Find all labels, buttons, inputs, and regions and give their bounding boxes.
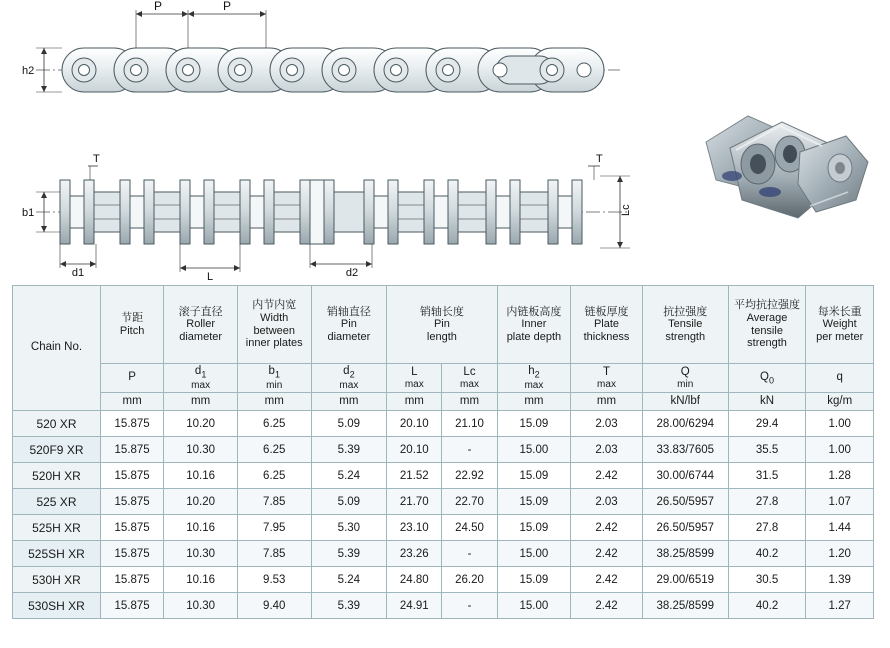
cell-Q0: 27.8 — [728, 489, 806, 515]
symbol-P — [100, 364, 163, 393]
cell-d1: 10.30 — [164, 541, 238, 567]
table-row — [13, 515, 874, 541]
header-ipd-en2: plate depth — [506, 330, 562, 343]
symbol-b1-sub: 1 — [274, 369, 280, 380]
symbol-h2-text: h — [528, 365, 535, 377]
symbol-d1-note: max — [191, 379, 211, 391]
cell-h2: 15.00 — [497, 593, 571, 619]
cell-Lc: - — [442, 593, 497, 619]
cell-q: 1.27 — [806, 593, 874, 619]
cell-d2: 5.24 — [311, 567, 387, 593]
cell-d1: 10.20 — [164, 411, 238, 437]
cell-Q0: 29.4 — [728, 411, 806, 437]
header-ats-cn: 平均抗拉强度 — [734, 299, 801, 312]
cell-d1: 10.16 — [164, 515, 238, 541]
header-width-cn: 内节内宽 — [252, 299, 297, 312]
unit-Q0: kN — [728, 393, 806, 411]
cell-L: 20.10 — [387, 411, 442, 437]
symbol-L-text: L — [411, 365, 418, 378]
cell-Q: 26.50/5957 — [642, 489, 728, 515]
header-roller-diameter — [164, 286, 238, 364]
symbol-T-text: T — [602, 365, 611, 378]
cell-d1: 10.16 — [164, 567, 238, 593]
cell-h2: 15.00 — [497, 437, 571, 463]
label-T-right: T — [596, 153, 603, 165]
label-d1: d1 — [71, 267, 85, 279]
symbol-Q0-text: Q — [760, 370, 769, 383]
cell-Q: 38.25/8599 — [642, 593, 728, 619]
cell-Lc: - — [442, 437, 497, 463]
cell-Q: 28.00/6294 — [642, 411, 728, 437]
cell-b1: 9.40 — [237, 593, 311, 619]
cell-d2: 5.39 — [311, 541, 387, 567]
cell-d1: 10.30 — [164, 437, 238, 463]
cell-chain-no: 520 XR — [13, 411, 101, 437]
symbol-d1-sub: 1 — [201, 369, 207, 380]
header-pt-en2: thickness — [583, 330, 630, 343]
header-width-between-plates — [237, 286, 311, 364]
cell-T: 2.03 — [571, 489, 643, 515]
cell-Q: 26.50/5957 — [642, 515, 728, 541]
cell-d2: 5.24 — [311, 463, 387, 489]
header-pinl-en1: Pin — [433, 318, 450, 331]
header-pitch-cn: 节距 — [121, 311, 144, 324]
cell-chain-no: 530H XR — [13, 567, 101, 593]
header-tensile-strength — [642, 286, 728, 364]
symbol-d1-text: d — [194, 365, 202, 377]
table-row — [13, 437, 874, 463]
cell-h2: 15.00 — [497, 541, 571, 567]
symbol-q — [806, 364, 874, 393]
side-view — [22, 0, 620, 92]
cell-Q: 33.83/7605 — [642, 437, 728, 463]
header-ts-en1: Tensile — [668, 318, 703, 331]
header-plate-thickness — [571, 286, 643, 364]
cell-h2: 15.09 — [497, 463, 571, 489]
cell-d1: 10.30 — [164, 593, 238, 619]
header-ats-en1: Average — [746, 311, 788, 324]
header-roller-en2: diameter — [179, 330, 223, 343]
cell-Lc: 22.92 — [442, 463, 497, 489]
symbol-P-text: P — [128, 371, 136, 384]
cell-P: 15.875 — [100, 567, 163, 593]
header-pin-length — [387, 286, 497, 364]
roller-chain-photo — [670, 96, 880, 256]
cell-d1: 10.16 — [164, 463, 238, 489]
label-d2: d2 — [345, 267, 359, 279]
header-pt-cn: 链板厚度 — [584, 305, 629, 318]
table-row — [13, 541, 874, 567]
symbol-Lc — [442, 364, 497, 393]
symbol-h2-sub: 2 — [534, 369, 540, 380]
label-L: L — [206, 271, 214, 283]
symbol-h2 — [497, 364, 571, 393]
header-average-tensile-strength — [728, 286, 806, 364]
cell-d2: 5.39 — [311, 593, 387, 619]
cell-T: 2.03 — [571, 437, 643, 463]
header-wpm-en1: Weight — [822, 318, 857, 331]
header-pin-diameter — [311, 286, 387, 364]
header-wpm-cn: 每米长重 — [817, 305, 862, 318]
cell-d2: 5.39 — [311, 437, 387, 463]
symbol-Q-note: min — [677, 378, 694, 390]
cell-d2: 5.30 — [311, 515, 387, 541]
symbol-b1-text: b — [268, 365, 275, 377]
cell-h2: 15.09 — [497, 489, 571, 515]
cell-T: 2.42 — [571, 515, 643, 541]
unit-q: kg/m — [806, 393, 874, 411]
cell-L: 21.70 — [387, 489, 442, 515]
symbol-d2-text: d — [343, 365, 350, 377]
unit-Lc: mm — [442, 393, 497, 411]
cell-P: 15.875 — [100, 489, 163, 515]
cell-Q: 30.00/6744 — [642, 463, 728, 489]
cell-q: 1.39 — [806, 567, 874, 593]
label-b1: b1 — [22, 207, 35, 219]
cell-L: 21.52 — [387, 463, 442, 489]
symbol-T-note: max — [597, 378, 616, 390]
cell-d1: 10.20 — [164, 489, 238, 515]
cell-Q: 29.00/6519 — [642, 567, 728, 593]
cell-chain-no: 520F9 XR — [13, 437, 101, 463]
table-row — [13, 593, 874, 619]
cell-Lc: 22.70 — [442, 489, 497, 515]
header-pind-en2: diameter — [327, 330, 371, 343]
header-roller-cn: 滚子直径 — [178, 305, 223, 318]
cell-P: 15.875 — [100, 411, 163, 437]
header-pt-en1: Plate — [593, 318, 620, 331]
cell-b1: 7.85 — [237, 541, 311, 567]
unit-P: mm — [100, 393, 163, 411]
symbol-d2-sub: 2 — [349, 369, 355, 380]
unit-Q: kN/lbf — [642, 393, 728, 411]
symbol-L-note: max — [404, 378, 424, 390]
cell-chain-no: 525H XR — [13, 515, 101, 541]
cell-chain-no: 525SH XR — [13, 541, 101, 567]
unit-L: mm — [387, 393, 442, 411]
header-width-en1: Width — [260, 311, 289, 324]
header-wpm-en2: per meter — [816, 330, 864, 343]
cell-L: 23.26 — [387, 541, 442, 567]
cell-d2: 5.09 — [311, 489, 387, 515]
label-h2: h2 — [22, 65, 35, 77]
symbol-Lc-text: Lc — [463, 365, 476, 378]
header-inner-plate-depth — [497, 286, 571, 364]
chain-technical-drawing — [0, 0, 890, 285]
cell-Lc: 21.10 — [442, 411, 497, 437]
symbol-d2-note: max — [339, 379, 359, 391]
cell-T: 2.42 — [571, 541, 643, 567]
cell-q: 1.44 — [806, 515, 874, 541]
symbol-Q-text: Q — [680, 365, 690, 378]
table-row — [13, 411, 874, 437]
symbol-h2-note: max — [524, 379, 544, 391]
unit-T: mm — [571, 393, 643, 411]
label-T-left: T — [93, 153, 100, 165]
header-ipd-cn: 内链板高度 — [506, 305, 562, 318]
label-pitch-1: P — [153, 0, 163, 13]
symbol-d2 — [311, 364, 387, 393]
cell-P: 15.875 — [100, 593, 163, 619]
table-body — [13, 411, 874, 619]
label-Lc: Lc — [620, 204, 632, 216]
unit-h2: mm — [497, 393, 571, 411]
cell-P: 15.875 — [100, 515, 163, 541]
cell-Lc: 26.20 — [442, 567, 497, 593]
cell-Q0: 31.5 — [728, 463, 806, 489]
header-ats-en2: tensile strength — [747, 324, 787, 350]
cell-Q0: 40.2 — [728, 593, 806, 619]
cell-P: 15.875 — [100, 463, 163, 489]
table-row — [13, 489, 874, 515]
cell-h2: 15.09 — [497, 567, 571, 593]
cell-q: 1.00 — [806, 411, 874, 437]
cell-Q0: 40.2 — [728, 541, 806, 567]
symbol-q-text: q — [836, 371, 843, 384]
cell-Q0: 27.8 — [728, 515, 806, 541]
cell-b1: 6.25 — [237, 463, 311, 489]
symbol-L — [387, 364, 442, 393]
header-pind-cn: 销轴直径 — [326, 305, 371, 318]
cell-T: 2.42 — [571, 463, 643, 489]
cell-q: 1.28 — [806, 463, 874, 489]
table-row — [13, 567, 874, 593]
cell-h2: 15.09 — [497, 411, 571, 437]
header-ts-en2: strength — [665, 330, 706, 343]
symbol-d1 — [164, 364, 238, 393]
cell-chain-no: 525 XR — [13, 489, 101, 515]
cell-T: 2.42 — [571, 567, 643, 593]
unit-b1: mm — [237, 393, 311, 411]
cell-chain-no: 520H XR — [13, 463, 101, 489]
symbol-T — [571, 364, 643, 393]
cell-L: 24.91 — [387, 593, 442, 619]
cell-q: 1.00 — [806, 437, 874, 463]
cell-b1: 6.25 — [237, 437, 311, 463]
cell-Lc: - — [442, 541, 497, 567]
symbol-Lc-note: max — [460, 378, 479, 390]
header-pinl-cn: 销轴长度 — [419, 305, 464, 318]
cell-Q0: 30.5 — [728, 567, 806, 593]
symbol-Q — [642, 364, 728, 393]
header-ipd-en1: Inner — [521, 318, 547, 331]
cell-L: 23.10 — [387, 515, 442, 541]
header-pinl-en2: length — [426, 330, 457, 343]
cell-h2: 15.09 — [497, 515, 571, 541]
cell-d2: 5.09 — [311, 411, 387, 437]
cell-P: 15.875 — [100, 541, 163, 567]
header-width-en2: between inner plates — [245, 324, 303, 350]
cell-b1: 6.25 — [237, 411, 311, 437]
header-pind-en1: Pin — [340, 318, 357, 331]
symbol-b1 — [237, 364, 311, 393]
cell-L: 24.80 — [387, 567, 442, 593]
cell-Lc: 24.50 — [442, 515, 497, 541]
cell-q: 1.20 — [806, 541, 874, 567]
plan-view — [22, 153, 632, 283]
header-pitch — [100, 286, 163, 364]
unit-d2: mm — [311, 393, 387, 411]
cell-b1: 9.53 — [237, 567, 311, 593]
cell-Q0: 35.5 — [728, 437, 806, 463]
cell-Q: 38.25/8599 — [642, 541, 728, 567]
header-ts-cn: 抗拉强度 — [663, 305, 708, 318]
header-pitch-en1: Pitch — [119, 324, 145, 337]
symbol-b1-note: min — [266, 379, 283, 391]
label-pitch-2: P — [222, 0, 232, 13]
cell-q: 1.07 — [806, 489, 874, 515]
cell-T: 2.03 — [571, 411, 643, 437]
table-row — [13, 463, 874, 489]
unit-d1: mm — [164, 393, 238, 411]
cell-P: 15.875 — [100, 437, 163, 463]
cell-b1: 7.85 — [237, 489, 311, 515]
cell-b1: 7.95 — [237, 515, 311, 541]
header-weight-per-meter — [806, 286, 874, 364]
symbol-Q0-sub: 0 — [769, 375, 775, 386]
header-chain-no: Chain No. — [13, 286, 101, 411]
symbol-Q0 — [728, 364, 806, 393]
chain-spec-table — [12, 285, 874, 619]
header-roller-en1: Roller — [186, 318, 215, 331]
cell-chain-no: 530SH XR — [13, 593, 101, 619]
cell-L: 20.10 — [387, 437, 442, 463]
cell-T: 2.42 — [571, 593, 643, 619]
